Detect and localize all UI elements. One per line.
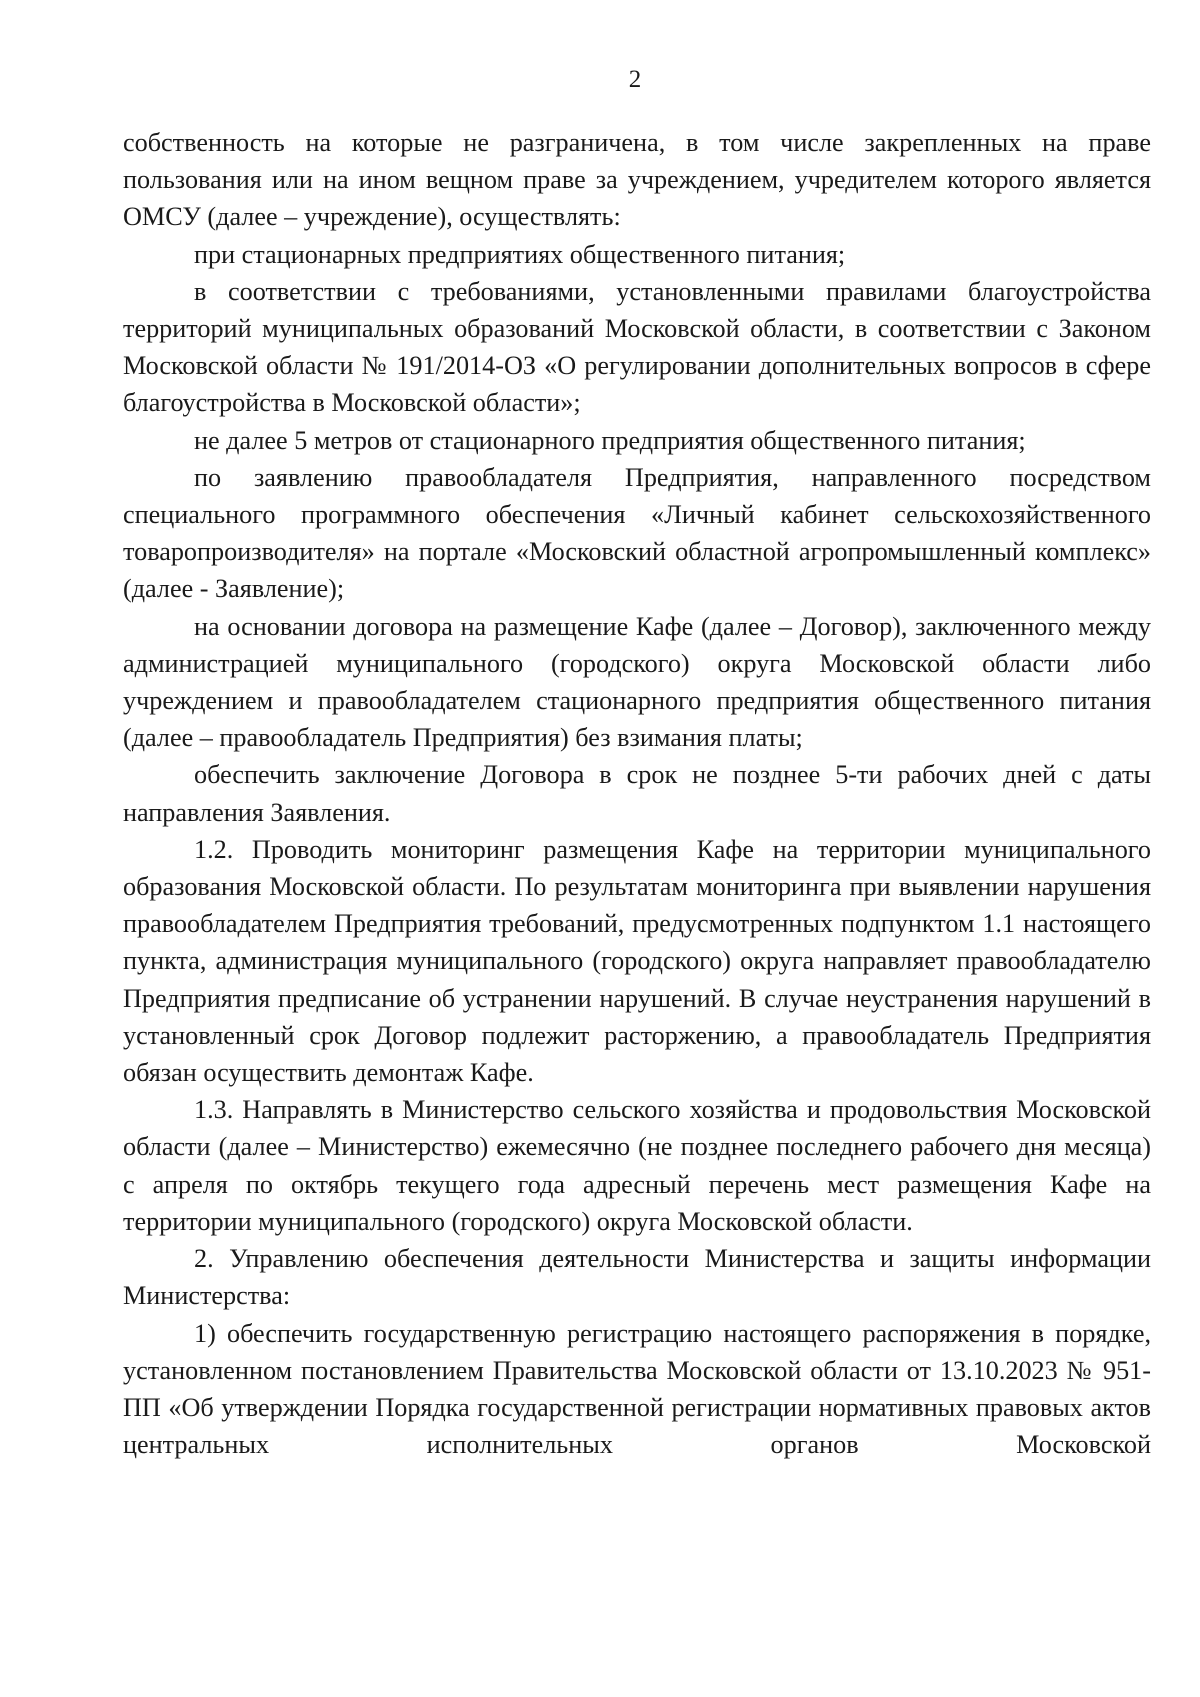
paragraph-section-2-item-1: 1) обеспечить государственную регистрацию настоящего распоряжения в порядке, установленном постановлением Правительства Московской области от 13.10.2023 № 951-ПП «Об утверждении Порядка государственной регистрации нормативных правовых актов центральных исполнительных органов Московской <box>123 1318 1151 1460</box>
document-body <box>123 124 1151 1463</box>
paragraph-section-2: 2. Управлению обеспечения деятельности Министерства и защиты информации Министерства: <box>123 1244 1151 1311</box>
paragraph-item: по заявлению правообладателя Предприятия, направленного посредством специального программного обеспечения «Личный кабинет сельскохозяйственного товаропроизводителя» на портале «Московский областной агропромышленный комплекс» (далее - Заявление); <box>123 462 1151 604</box>
paragraph-item: на основании договора на размещение Кафе (далее – Договор), заключенного между администрацией муниципального (городского) округа Московской области либо учреждением и правообладателем стационарного предприятия общественного питания (далее – правообладатель Предприятия) без взимания платы; <box>123 611 1151 753</box>
paragraph-section-1-2: 1.2. Проводить мониторинг размещения Кафе на территории муниципального образования Московской области. По результатам мониторинга при выявлении нарушения правообладателем Предприятия требований, предусмотренных подпунктом 1.1 настоящего пункта, администрация муниципального (городского) округа направляет правообладателю Предприятия предписание об устранении нарушений. В случае неустранения нарушений в установленный срок Договор подлежит расторжению, а правообладатель Предприятия обязан осуществить демонтаж Кафе. <box>123 834 1151 1088</box>
paragraph-continuation: собственность на которые не разграничена, в том числе закрепленных на праве пользования или на ином вещном праве за учреждением, учредителем которого является ОМСУ (далее – учреждение), осуществлять: <box>123 128 1151 232</box>
paragraph-item: обеспечить заключение Договора в срок не позднее 5-ти рабочих дней с даты направления Заявления. <box>123 760 1151 827</box>
paragraph-item: не далее 5 метров от стационарного предприятия общественного питания; <box>194 425 1026 455</box>
paragraph-item: при стационарных предприятиях общественного питания; <box>194 239 846 269</box>
paragraph-item: в соответствии с требованиями, установленными правилами благоустройства территорий муниципальных образований Московской области, в соответствии с Законом Московской области № 191/2014-ОЗ «О регулировании дополнительных вопросов в сфере благоустройства в Московской области»; <box>123 276 1151 418</box>
page-number: 2 <box>628 66 642 93</box>
paragraph-section-1-3: 1.3. Направлять в Министерство сельского хозяйства и продовольствия Московской области (далее – Министерство) ежемесячно (не позднее последнего рабочего дня месяца) с апреля по октябрь текущего года адресный перечень мест размещения Кафе на территории муниципального (городского) округа Московской области. <box>123 1095 1151 1236</box>
